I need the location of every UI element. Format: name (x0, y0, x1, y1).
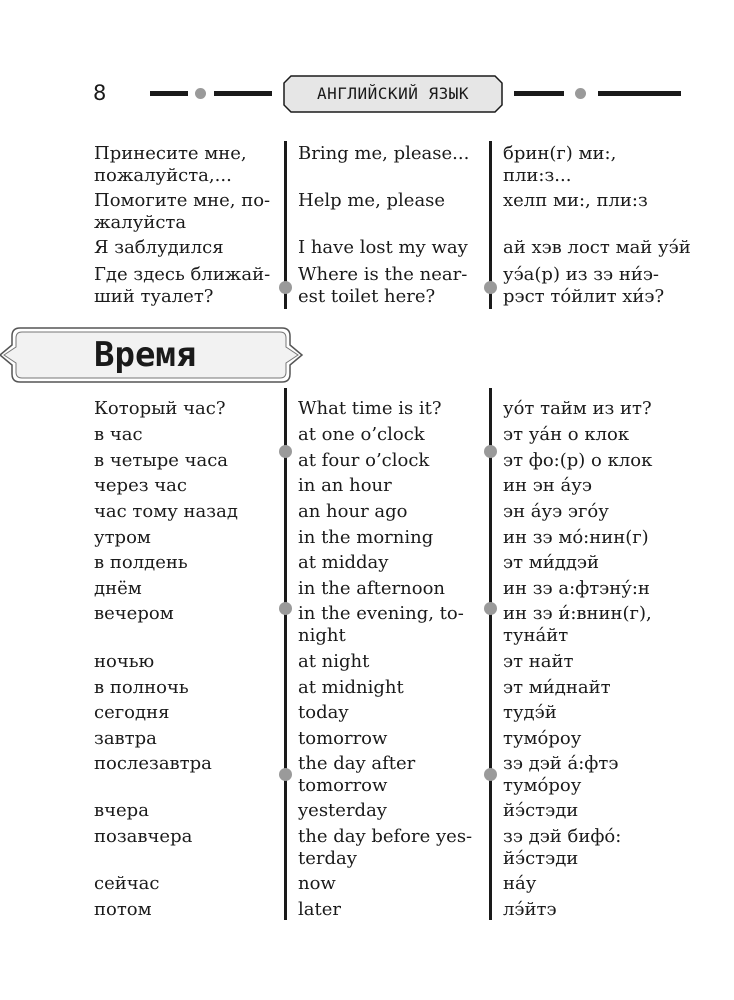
pronunciation: эт ми́ддэй (503, 552, 600, 573)
running-title-badge (283, 75, 503, 113)
pronunciation: хелп ми:, пли:з (503, 190, 648, 211)
russian-phrase: сегодня (94, 702, 170, 723)
russian-phrase: потом (94, 899, 152, 920)
russian-phrase: позавчера (94, 826, 193, 847)
english-phrase: in the afternoon (298, 578, 446, 599)
page-number: 8 (93, 81, 107, 105)
pronunciation: ин эн а́уэ (503, 475, 592, 496)
divider-bullet (484, 281, 497, 294)
pronunciation: тудэ́й (503, 702, 557, 723)
russian-phrase: утром (94, 527, 151, 548)
divider-bullet (484, 445, 497, 458)
russian-phrase: вчера (94, 800, 149, 821)
column-divider (284, 388, 287, 920)
section-title: Время (94, 335, 197, 375)
english-phrase: at midnight (298, 677, 404, 698)
pronunciation: эн а́уэ эго́у (503, 501, 609, 522)
english-phrase: in the morning (298, 527, 434, 548)
russian-phrase: Я заблудился (94, 237, 224, 258)
divider-bullet (279, 768, 292, 781)
pronunciation: ин зэ и́:внин(г), туна́йт (503, 603, 652, 646)
russian-phrase: Помогите мне, по- жалуйста (94, 190, 271, 233)
header-rule (150, 91, 188, 96)
divider-bullet (484, 768, 497, 781)
russian-phrase: Принесите мне, пожалуйста,... (94, 143, 247, 186)
russian-phrase: Где здесь ближай- ший туалет? (94, 264, 271, 307)
english-phrase: Where is the near- est toilet here? (298, 264, 468, 307)
pronunciation: тумо́роу (503, 728, 582, 749)
divider-bullet (279, 602, 292, 615)
header-rule (214, 91, 272, 96)
divider-bullet (279, 445, 292, 458)
russian-phrase: вечером (94, 603, 174, 624)
english-phrase: at night (298, 651, 370, 672)
english-phrase: in an hour (298, 475, 392, 496)
pronunciation: зэ дэй бифо́: йэ́стэди (503, 826, 622, 869)
english-phrase: the day before yes- terday (298, 826, 473, 869)
russian-phrase: завтра (94, 728, 157, 749)
english-phrase: yesterday (298, 800, 387, 821)
pronunciation: зэ дэй а́:фтэ тумо́роу (503, 753, 619, 796)
english-phrase: now (298, 873, 336, 894)
header-ornament-dot (195, 88, 206, 99)
russian-phrase: в полдень (94, 552, 188, 573)
russian-phrase: послезавтра (94, 753, 212, 774)
pronunciation: эт ми́днайт (503, 677, 611, 698)
divider-bullet (484, 602, 497, 615)
pronunciation: эт уа́н о клок (503, 424, 630, 445)
english-phrase: later (298, 899, 341, 920)
russian-phrase: через час (94, 475, 187, 496)
pronunciation: йэ́стэди (503, 800, 579, 821)
russian-phrase: в час (94, 424, 143, 445)
english-phrase: in the evening, to- night (298, 603, 464, 646)
english-phrase: an hour ago (298, 501, 408, 522)
russian-phrase: час тому назад (94, 501, 238, 522)
pronunciation: эт найт (503, 651, 574, 672)
pronunciation: эт фо:(р) о клок (503, 450, 653, 471)
header-rule (514, 91, 564, 96)
english-phrase: today (298, 702, 349, 723)
pronunciation: брин(г) ми:, пли:з... (503, 143, 617, 186)
russian-phrase: Который час? (94, 398, 226, 419)
pronunciation: уэ́а(р) из зэ ни́э- рэст то́йлит хи́э? (503, 264, 665, 307)
english-phrase: Help me, please (298, 190, 446, 211)
column-divider (489, 388, 492, 920)
header-ornament-dot (575, 88, 586, 99)
english-phrase: Bring me, please... (298, 143, 470, 164)
header-rule (598, 91, 681, 96)
pronunciation: уо́т тайм из ит? (503, 398, 652, 419)
divider-bullet (279, 281, 292, 294)
english-phrase: at midday (298, 552, 389, 573)
pronunciation: ай хэв лост май уэ́й (503, 237, 691, 258)
pronunciation: на́у (503, 873, 537, 894)
english-phrase: at one o’clock (298, 424, 425, 445)
english-phrase: the day after tomorrow (298, 753, 416, 796)
english-phrase: at four o’clock (298, 450, 430, 471)
russian-phrase: ночью (94, 651, 155, 672)
russian-phrase: сейчас (94, 873, 160, 894)
section-banner (0, 320, 305, 390)
pronunciation: лэ́йтэ (503, 899, 557, 920)
russian-phrase: в полночь (94, 677, 189, 698)
english-phrase: I have lost my way (298, 237, 468, 258)
russian-phrase: днём (94, 578, 142, 599)
english-phrase: tomorrow (298, 728, 388, 749)
running-title: АНГЛИЙСКИЙ ЯЗЫК (317, 84, 469, 103)
russian-phrase: в четыре часа (94, 450, 229, 471)
english-phrase: What time is it? (298, 398, 442, 419)
pronunciation: ин зэ мо́:нин(г) (503, 527, 649, 548)
pronunciation: ин зэ а:фтэну́:н (503, 578, 650, 599)
